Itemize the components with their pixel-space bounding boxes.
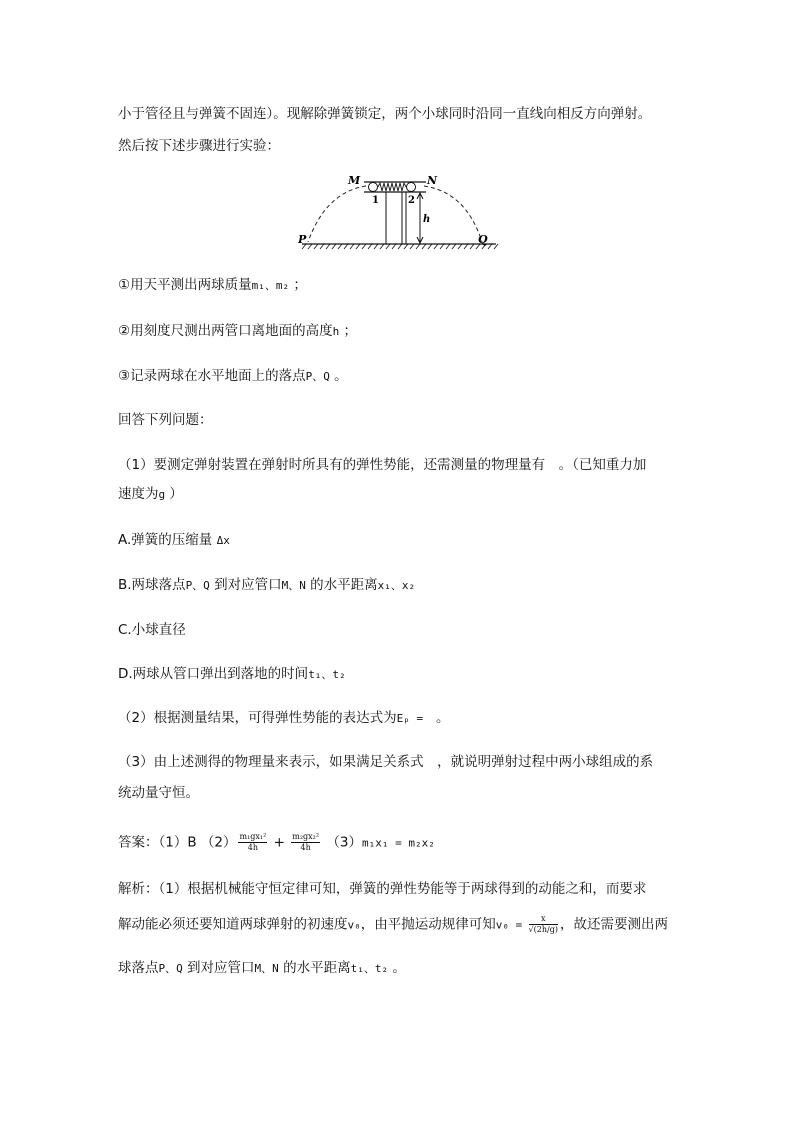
question-1-line-b: 速度为g ）	[118, 486, 183, 502]
step-2: ②用刻度尺测出两管口离地面的高度h ；	[118, 323, 358, 339]
label-q: Q	[478, 233, 488, 246]
question-2: （2）根据测量结果，可得弹性势能的表达式为Eₚ = 。	[118, 710, 450, 726]
step-3: ③记录两球在水平地面上的落点P、Q 。	[118, 368, 348, 384]
option-d: D.两球从管口弹出到落地的时间t₁、t₂	[118, 666, 346, 682]
label-m: M	[348, 174, 361, 187]
answer-prompt: 回答下列问题：	[118, 412, 213, 428]
answer-fraction-1: $\frac{\text{m₁gx₁²}}{4h}$	[239, 832, 267, 852]
trajectory-left	[308, 186, 366, 242]
label-1: 1	[372, 195, 379, 206]
explanation-line-b: 解动能必须还要知道两球弹射的初速度v₀，由平抛运动规律可知v₀ = $\frac{x}{√(2h/g)}$ ，故还需要测出两	[118, 914, 668, 934]
label-h: h	[423, 214, 431, 225]
text-line-1: 小于管径且与弹簧不固连）。现解除弹簧锁定，两个小球同时沿同一直线向相反方向弹射。	[118, 106, 652, 122]
question-3-line-b: 统动量守恒。	[118, 785, 199, 801]
ball-left	[369, 183, 378, 192]
question-1-line-a: （1）要测定弹射装置在弹射时所具有的弹性势能，还需测量的物理量有 。（已知重力加	[118, 457, 647, 473]
answer-line: 答案：（1）B （2） $\frac{\text{m₁gx₁²}}{4h}$ + $\frac{\text{m₂gx₂²}}{4h}$ （3）m₁x₁ = m₂x₂	[118, 832, 435, 852]
question-3-line-a: （3）由上述测得的物理量来表示，如果满足关系式 ，就说明弹射过程中两小球组成的系	[118, 754, 654, 770]
explanation-line-c: 球落点P、Q 到对应管口M、N 的水平距离t₁、t₂ 。	[118, 960, 406, 976]
label-2: 2	[408, 195, 415, 206]
trajectory-right	[424, 186, 482, 242]
option-a: A.弹簧的压缩量 Δx	[118, 532, 230, 548]
label-p: P	[298, 233, 307, 246]
answer-fraction-2: $\frac{\text{m₂gx₂²}}{4h}$	[292, 832, 320, 852]
ground-hatch	[302, 244, 498, 249]
step-1: ①用天平测出两球质量m₁、m₂ ；	[118, 277, 307, 293]
explanation-line-a: 解析：（1）根据机械能守恒定律可知，弹簧的弹性势能等于两球得到的动能之和，而要求	[118, 881, 647, 897]
option-c: C.小球直径	[118, 622, 186, 638]
ball-right	[407, 183, 416, 192]
label-n: N	[427, 174, 438, 187]
experiment-figure	[296, 170, 502, 256]
velocity-fraction: $\frac{x}{√(2h/g)}$	[528, 914, 558, 934]
option-b: B.两球落点P、Q 到对应管口M、N 的水平距离x₁、x₂	[118, 577, 416, 593]
spring	[378, 183, 406, 191]
text-line-2: 然后按下述步骤进行实验：	[118, 138, 280, 154]
